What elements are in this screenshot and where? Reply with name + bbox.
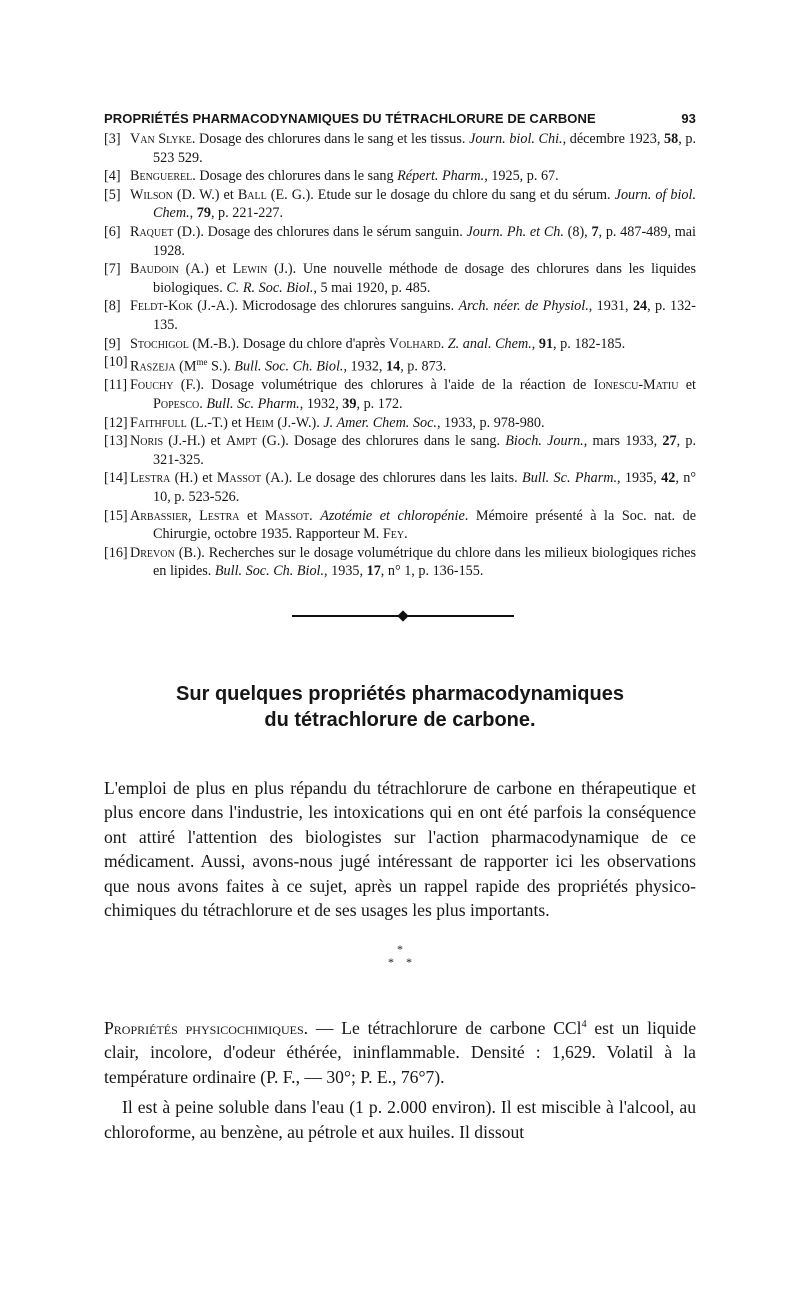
reference-fragment: S.). — [207, 358, 235, 375]
reference-number: [9] — [104, 335, 121, 352]
reference-fragment: Popesco — [153, 396, 200, 413]
reference-text — [130, 186, 696, 223]
reference-fragment: . — [404, 526, 408, 543]
reference-item — [104, 507, 696, 544]
intro-paragraph: L'emploi de plus en plus répandu du tétrachlorure de carbone en thérapeutique et plus encore dans l'industrie, les intoxications qui en ont été parfois la conséquence ont attiré l'attention des biologistes sur l'action pharmacodynamique de ce médicament. Aussi, avons-nous jugé intéressant de rapporter ici les observations que nous avons faites à ce sujet, après un rappel rapide des propriétés physico-chimiques du tétrachlorure et de ses usages les plus importants. — [104, 777, 696, 921]
reference-fragment: (A.) et — [178, 261, 233, 278]
running-head — [104, 108, 696, 130]
reference-fragment: (M — [175, 358, 197, 375]
reference-fragment: Raquet — [130, 223, 174, 240]
reference-fragment: Bull. Sc. Pharm. — [522, 470, 618, 487]
reference-fragment: (G.). Dosage des chlorures dans le sang. — [256, 433, 506, 450]
section-text-a: — Le tétrachlorure de carbone CCl — [308, 1017, 582, 1038]
reference-fragment: et — [239, 507, 265, 524]
reference-text — [130, 507, 696, 544]
reference-number: [14] — [104, 470, 128, 487]
reference-fragment: , 1935, — [617, 470, 662, 487]
reference-fragment: , p. 523 529. — [153, 131, 697, 166]
reference-fragment: , p. 182-185. — [553, 335, 626, 352]
reference-number: [11] — [104, 377, 128, 394]
reference-fragment: (B.). Recherches sur le dosage volumétrique du chlore dans les milieux biologiques riches en lipides. — [153, 544, 696, 580]
reference-fragment: 24 — [632, 298, 648, 315]
reference-fragment: (D. W.) et — [172, 186, 238, 203]
reference-item — [104, 223, 696, 260]
reference-item — [104, 335, 696, 354]
reference-fragment: Van Slyke — [130, 131, 192, 147]
reference-fragment: (D.). Dosage des chlorures dans le sérum sanguin. — [173, 223, 467, 240]
running-head-title: PROPRIÉTÉS PHARMACODYNAMIQUES DU TÉTRACHLORURE DE CARBONE — [104, 111, 596, 126]
reference-fragment: (J.). Une nouvelle méthode de dosage des chlorures dans les liquides biologiques. — [153, 261, 696, 296]
reference-item — [104, 432, 696, 469]
reference-text — [130, 335, 696, 354]
page — [104, 108, 696, 1144]
reference-fragment: . Dosage des chlorures dans le sang et les tissus. — [191, 131, 470, 147]
reference-fragment: , — [531, 335, 539, 352]
reference-number: [12] — [104, 414, 128, 431]
reference-fragment: (E. G.). Etude sur le dosage du chlore du sang et du sérum. — [266, 186, 615, 203]
reference-number: [5] — [104, 186, 121, 203]
reference-fragment: . — [309, 507, 321, 524]
reference-fragment: , 1925, p. 67. — [484, 168, 559, 185]
reference-fragment: Massot — [264, 507, 310, 524]
reference-fragment: 7 — [591, 223, 599, 240]
reference-number: [10] — [104, 354, 128, 371]
reference-number: [3] — [104, 131, 121, 147]
section-superscript: 4 — [581, 1018, 587, 1030]
reference-fragment: (J.-H.) et — [163, 433, 226, 450]
article-title-line-2: du tétrachlorure de carbone. — [264, 708, 536, 731]
reference-fragment: , 1933, p. 978-980. — [436, 414, 545, 431]
reference-fragment: Lewin — [232, 261, 268, 278]
reference-fragment: Ball — [237, 186, 267, 203]
reference-fragment: me — [196, 357, 208, 368]
section-heading: Propriétés physicochimiques. — [104, 1017, 309, 1038]
reference-fragment: , p. 221-227. — [210, 205, 284, 222]
reference-fragment: Raszeja — [130, 358, 176, 375]
reference-fragment: Journ. biol. Chi. — [469, 131, 563, 147]
reference-fragment: Drevon — [130, 544, 175, 561]
reference-number: [4] — [104, 168, 121, 185]
reference-fragment: Heim — [245, 414, 274, 431]
reference-fragment: Répert. Pharm. — [397, 168, 485, 185]
reference-item — [104, 544, 696, 581]
reference-fragment: Arch. néer. de Physiol. — [458, 298, 589, 315]
reference-fragment: , — [188, 507, 200, 524]
reference-fragment: 58 — [664, 131, 679, 147]
reference-item — [104, 414, 696, 433]
reference-fragment: , — [189, 205, 197, 222]
reference-number: [16] — [104, 544, 128, 561]
reference-fragment: Ionescu-Matiu — [593, 377, 679, 394]
reference-fragment: Journ. of biol. Chem. — [153, 186, 696, 222]
reference-fragment: Benguerel — [130, 168, 193, 185]
reference-fragment: , p. 873. — [400, 358, 447, 375]
reference-fragment: 42 — [661, 470, 676, 487]
reference-fragment: et — [678, 377, 696, 394]
reference-fragment: Wilson — [130, 186, 173, 203]
reference-fragment: , n° 1, p. 136-155. — [380, 563, 484, 580]
reference-fragment: Volhard — [388, 335, 441, 352]
reference-number: [7] — [104, 261, 121, 278]
reference-text — [130, 223, 696, 260]
reference-fragment: , p. 487-489, mai 1928. — [153, 223, 696, 259]
reference-fragment: 39 — [342, 396, 357, 413]
reference-fragment: Faithfull — [130, 414, 187, 431]
reference-fragment: , p. 321-325. — [153, 433, 696, 468]
reference-fragment: , 1935, — [324, 563, 367, 580]
reference-text — [130, 353, 696, 376]
reference-fragment: Azotémie et chloropénie — [320, 507, 465, 524]
reference-fragment: (H.) et — [170, 470, 217, 487]
reference-item — [104, 167, 696, 186]
reference-fragment: . Dosage des chlorures dans le sang — [192, 168, 398, 185]
reference-fragment: Bull. Soc. Ch. Biol. — [214, 563, 325, 580]
reference-fragment: (J.-A.). Microdosage des chlorures sanguins. — [192, 298, 459, 315]
reference-fragment: Fouchy — [130, 377, 174, 394]
asterism — [104, 943, 696, 981]
reference-number: [6] — [104, 223, 121, 240]
reference-text — [130, 469, 696, 506]
reference-fragment: Noris — [130, 433, 164, 450]
reference-fragment: (J.-W.). — [273, 414, 324, 431]
reference-fragment: , mars 1933, — [583, 433, 663, 450]
reference-fragment: (M.-B.). Dosage du chlore d'après — [188, 335, 389, 352]
reference-fragment: (8), — [563, 223, 592, 240]
reference-fragment: , 1932, — [343, 358, 387, 375]
reference-text — [130, 432, 696, 469]
reference-fragment: , 5 mai 1920, p. 485. — [313, 279, 431, 296]
section-text-b: est un liquide clair, incolore, d'odeur éthérée, ininflammable. Densité : 1,629. Volatil à la température ordinaire (P. F., — 30°; P. E., 76°7). — [104, 1017, 696, 1087]
article-title — [104, 681, 696, 733]
reference-text — [130, 167, 696, 186]
reference-fragment: Massot — [216, 470, 262, 487]
reference-fragment: . — [199, 396, 207, 413]
reference-fragment: Ampt — [225, 433, 257, 450]
reference-fragment: J. Amer. Chem. Soc. — [323, 414, 437, 431]
reference-fragment: Feldt-Kok — [130, 298, 193, 315]
reference-fragment: Fey — [382, 526, 405, 543]
reference-text — [130, 260, 696, 297]
reference-fragment: Journ. Ph. et Ch. — [466, 223, 564, 240]
reference-fragment: Bioch. Journ. — [505, 433, 584, 450]
reference-fragment: 17 — [366, 563, 381, 580]
reference-fragment: Lestra — [130, 470, 171, 487]
reference-list — [104, 130, 696, 581]
reference-number: [13] — [104, 433, 128, 450]
reference-fragment: Bull. Soc. Ch. Biol. — [234, 358, 344, 375]
reference-item — [104, 353, 696, 376]
reference-item — [104, 130, 696, 167]
page-number: 93 — [681, 111, 696, 126]
reference-fragment: C. R. Soc. Biol. — [226, 279, 314, 296]
reference-number: [8] — [104, 298, 121, 315]
reference-text — [130, 297, 696, 334]
paragraph-2: Il est à peine soluble dans l'eau (1 p. 2.000 environ). Il est miscible à l'alcool, au chloroforme, au benzène, au pétrole et aux huiles. Il dissout — [104, 1097, 696, 1142]
reference-fragment: 79 — [196, 205, 211, 222]
section-paragraph — [104, 1013, 696, 1089]
reference-item — [104, 260, 696, 297]
reference-text — [130, 544, 696, 581]
reference-item — [104, 376, 696, 413]
reference-fragment: , n° 10, p. 523-526. — [153, 470, 697, 506]
reference-fragment: , p. 172. — [356, 396, 403, 413]
reference-item — [104, 469, 696, 506]
reference-fragment: . Mémoire présenté à la Soc. nat. de Chirurgie, octobre 1935. Rapporteur M. — [153, 507, 697, 543]
reference-fragment: (A.). Le dosage des chlorures dans les laits. — [261, 470, 523, 487]
divider-diamond — [397, 610, 408, 621]
reference-fragment: 27 — [662, 433, 677, 450]
reference-fragment: 91 — [538, 335, 554, 352]
reference-item — [104, 186, 696, 223]
asterism-star: * — [406, 954, 412, 969]
reference-fragment: Arbassier — [130, 507, 189, 524]
reference-fragment: (L.-T.) et — [186, 414, 246, 431]
section-divider — [104, 609, 696, 623]
reference-fragment: Bull. Sc. Pharm. — [206, 396, 300, 413]
reference-fragment: , décembre 1923, — [562, 131, 665, 147]
reference-fragment: , 1932, — [299, 396, 343, 413]
reference-text — [130, 414, 696, 433]
article-title-line-1: Sur quelques propriétés pharmacodynamiques — [176, 682, 624, 705]
reference-fragment: Z. anal. Chem. — [447, 335, 532, 352]
reference-fragment: (F.). Dosage volumétrique des chlorures à l'aide de la réaction de — [173, 377, 594, 394]
reference-fragment: 14 — [386, 358, 401, 375]
reference-text — [130, 130, 696, 167]
asterism-star: * — [388, 954, 394, 969]
reference-fragment: . — [440, 335, 448, 352]
reference-text — [130, 376, 696, 413]
asterism-star: * — [397, 941, 403, 956]
reference-fragment: Lestra — [199, 507, 240, 524]
reference-number: [15] — [104, 507, 128, 524]
reference-item — [104, 297, 696, 334]
reference-fragment: Baudoin — [130, 261, 179, 278]
reference-fragment: Stochigol — [130, 335, 189, 352]
reference-fragment: , p. 132-135. — [153, 298, 697, 333]
reference-fragment: , 1931, — [588, 298, 633, 315]
